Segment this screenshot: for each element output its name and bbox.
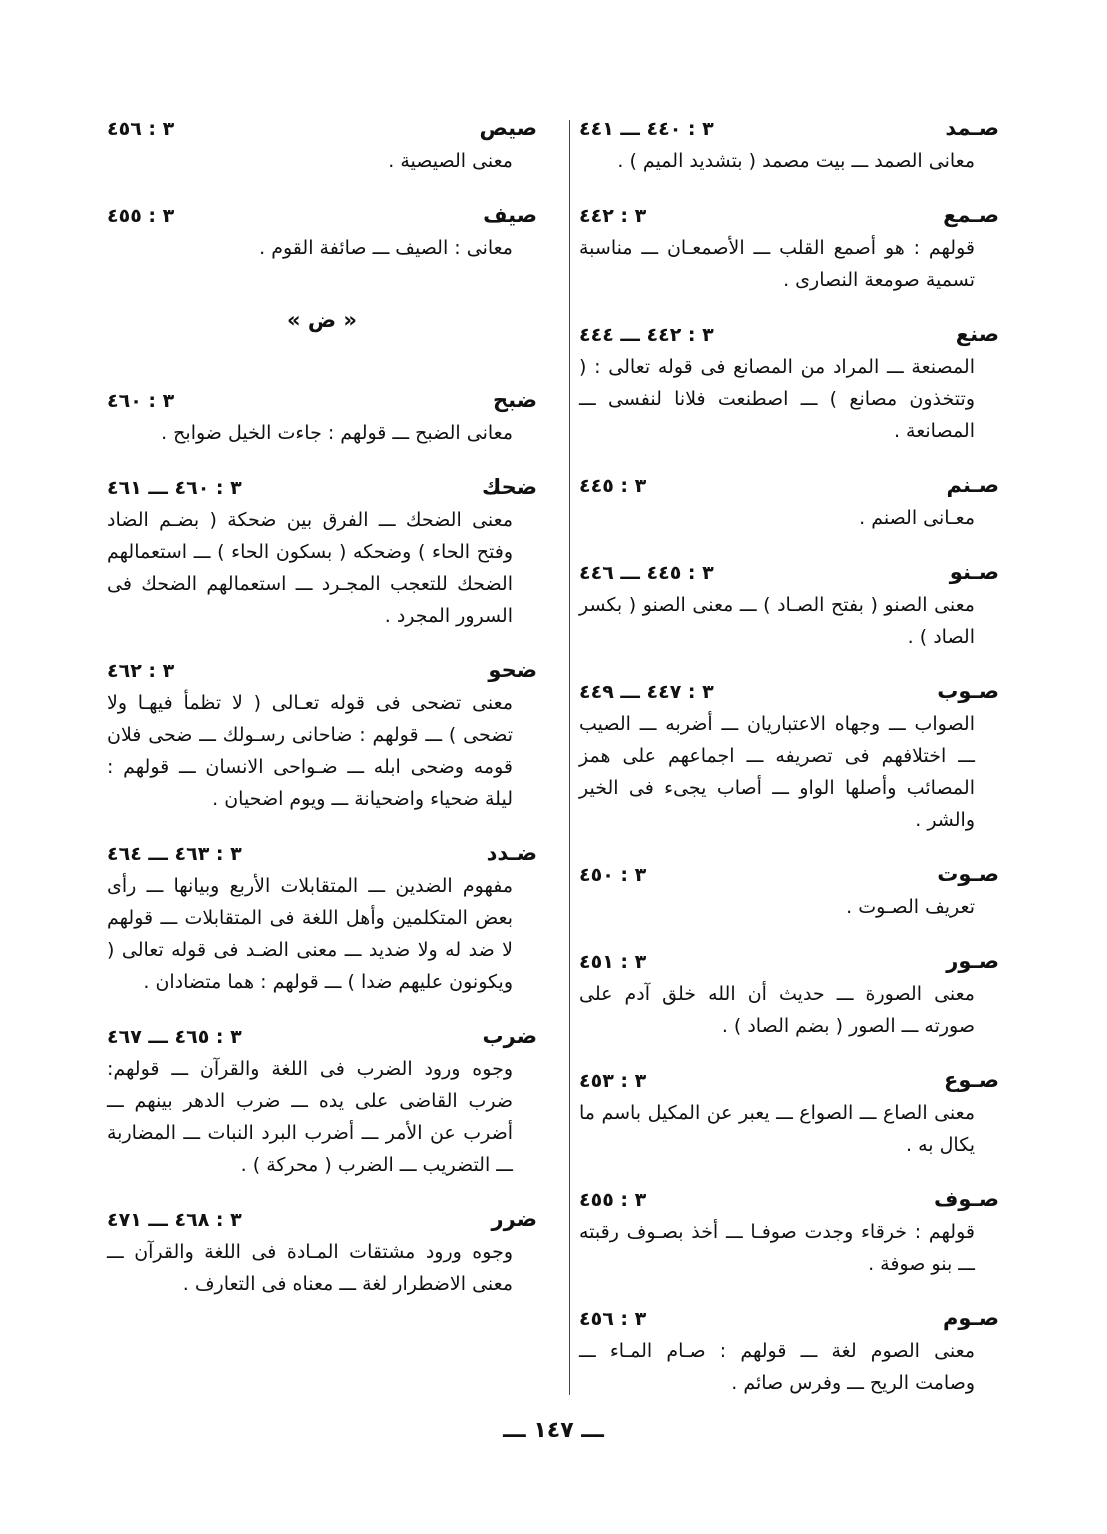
entry-reference: ٣ : ٤٤٢ ـــ ٤٤٤ bbox=[579, 324, 714, 346]
entry-reference: ٣ : ٤٤٥ bbox=[579, 475, 647, 497]
entry-root: صـوب bbox=[937, 679, 999, 703]
entry-root: ضحك bbox=[482, 475, 537, 499]
entry-head bbox=[579, 318, 999, 351]
entry-head bbox=[579, 945, 999, 978]
entry-reference: ٣ : ٤٤٠ ـــ ٤٤١ bbox=[579, 118, 714, 140]
entry-root: ضحو bbox=[488, 658, 537, 682]
entry-text: قولهم : هو أصمع القلب ـــ الأصمعـان ـــ مناسبة تسمية صومعة النصارى . bbox=[579, 237, 975, 291]
index-entry bbox=[579, 556, 999, 653]
page-number: ـــ ١٤٧ ـــ bbox=[503, 1418, 604, 1443]
entry-root: ضرب bbox=[482, 1024, 537, 1048]
entry-head bbox=[107, 1020, 537, 1053]
index-entry bbox=[579, 1064, 999, 1161]
entry-reference: ٣ : ٤٤٧ ـــ ٤٤٩ bbox=[579, 681, 714, 703]
index-entry bbox=[579, 1302, 999, 1399]
index-entry bbox=[579, 1183, 999, 1280]
entry-head bbox=[107, 1203, 537, 1236]
entry-text: تعريف الصـوت . bbox=[846, 896, 975, 918]
entry-root: ضرر bbox=[491, 1207, 537, 1231]
entry-head bbox=[579, 556, 999, 589]
entry-text: معنى الصوم لغة ـــ قولهم : صـام المـاء ـــ وصامت الريح ـــ وفرس صائم . bbox=[579, 1340, 975, 1394]
entry-root: صيف bbox=[483, 203, 537, 227]
entry-reference: ٣ : ٤٥٦ bbox=[579, 1308, 647, 1330]
entry-head bbox=[107, 654, 537, 687]
entry-head bbox=[579, 469, 999, 502]
letter-heading: « ض » bbox=[286, 308, 357, 332]
entry-reference: ٣ : ٤٦٢ bbox=[107, 660, 175, 682]
entry-reference: ٣ : ٤٤٢ bbox=[579, 205, 647, 227]
index-entry bbox=[107, 1020, 537, 1181]
entry-reference: ٣ : ٤٥٠ bbox=[579, 864, 647, 886]
entry-reference: ٣ : ٤٦٣ ـــ ٤٦٤ bbox=[107, 843, 242, 865]
entry-root: صنع bbox=[955, 322, 999, 346]
index-entry bbox=[107, 837, 537, 998]
index-entry bbox=[579, 318, 999, 447]
entry-reference: ٣ : ٤٥٥ bbox=[579, 1189, 647, 1211]
index-entry bbox=[107, 199, 537, 264]
left-column-bottom bbox=[107, 384, 537, 1300]
entry-text: الصواب ـــ وجهاه الاعتباريان ـــ أضربه ـــ الصيب ـــ اختلافهم فى تصريفه ـــ اجماعهم على همز المصائب وأصلها الواو ـــ أصاب يجىء فى الخير والشر . bbox=[579, 713, 975, 831]
entry-head bbox=[107, 471, 537, 504]
entry-root: صـور bbox=[946, 949, 999, 973]
index-entry bbox=[107, 1203, 537, 1300]
entry-head bbox=[107, 384, 537, 417]
entry-head bbox=[579, 858, 999, 891]
entry-root: صـوم bbox=[942, 1306, 999, 1330]
entry-root: صـوع bbox=[944, 1068, 999, 1092]
index-entry bbox=[579, 675, 999, 836]
entry-text: وجوه ورود مشتقات المـادة فى اللغة والقرآن ـــ معنى الاضطرار لغة ـــ معناه فى التعارف . bbox=[107, 1241, 513, 1295]
entry-root: صـمد bbox=[945, 116, 999, 140]
entry-root: صـوت bbox=[937, 862, 999, 886]
entry-root: صـنو bbox=[949, 560, 999, 584]
entry-head bbox=[579, 112, 999, 145]
entry-reference: ٣ : ٤٥٣ bbox=[579, 1070, 647, 1092]
entry-text: معـانى الصنم . bbox=[859, 507, 975, 529]
left-column bbox=[107, 112, 537, 1322]
entry-reference: ٣ : ٤٥٦ bbox=[107, 118, 175, 140]
entry-root: صـوف bbox=[933, 1187, 999, 1211]
entry-reference: ٣ : ٤٥١ bbox=[579, 951, 647, 973]
entry-text: معنى الصاع ـــ الصواع ـــ يعبر عن المكيل باسم ما يكال به . bbox=[579, 1102, 975, 1156]
index-entry bbox=[579, 858, 999, 923]
index-entry bbox=[579, 945, 999, 1042]
entry-text: وجوه ورود الضرب فى اللغة والقرآن ـــ قولهم: ضرب القاضى على يده ـــ ضرب الدهر بينهم ـــ أضرب عن الأمر ـــ أضرب البرد النبات ـــ المضاربة ـــ التضريب ـــ الضرب ( محركة ) . bbox=[107, 1058, 513, 1176]
entry-reference: ٣ : ٤٦٥ ـــ ٤٦٧ bbox=[107, 1026, 242, 1048]
entry-head bbox=[579, 675, 999, 708]
entry-reference: ٣ : ٤٤٥ ـــ ٤٤٦ bbox=[579, 562, 714, 584]
entry-head bbox=[579, 1183, 999, 1216]
index-entry bbox=[107, 654, 537, 815]
column-divider bbox=[569, 120, 570, 1395]
entry-root: صـمع bbox=[943, 203, 999, 227]
entry-reference: ٣ : ٤٥٥ bbox=[107, 205, 175, 227]
entry-root: صيص bbox=[479, 116, 537, 140]
index-entry bbox=[579, 199, 999, 296]
entry-text: مفهوم الضدين ـــ المتقابلات الأربع وبيانها ـــ رأى بعض المتكلمين وأهل اللغة فى المتقابلات ـــ قولهم لا ضد له ولا ضديد ـــ معنى الضـد فى قوله تعالى ( ويكونون عليهم ضدا ) ـــ قولهم : هما متضادان . bbox=[107, 875, 513, 993]
entry-text: معانى الضبح ـــ قولهم : جاءت الخيل ضوابح . bbox=[161, 422, 513, 444]
index-entry bbox=[107, 384, 537, 449]
entry-text: معنى الصيصية . bbox=[388, 150, 513, 172]
entry-head bbox=[579, 199, 999, 232]
index-entry bbox=[107, 112, 537, 177]
entry-reference: ٣ : ٤٦٠ bbox=[107, 390, 175, 412]
entry-root: صـنم bbox=[946, 473, 999, 497]
entry-head bbox=[107, 199, 537, 232]
right-column bbox=[579, 112, 999, 1421]
entry-text: معنى الصورة ـــ حديث أن الله خلق آدم على صورته ـــ الصور ( بضم الصاد ) . bbox=[579, 983, 975, 1037]
entry-text: معنى تضحى فى قوله تعـالى ( لا تظمأ فيهـا ولا تضحى ) ـــ قولهم : ضاحانى رسـولك ـــ ضحى فلان قومه وضحى ابله ـــ ضـواحى الانسان ـــ قولهم : ليلة ضحياء واضحيانة ـــ ويوم اضحيان . bbox=[107, 692, 513, 810]
entry-text: معانى الصمد ـــ بيت مصمد ( بتشديد الميم ) . bbox=[617, 150, 975, 172]
entry-root: ضـدد bbox=[486, 841, 537, 865]
entry-head bbox=[107, 837, 537, 870]
entry-head bbox=[107, 112, 537, 145]
index-entry bbox=[579, 112, 999, 177]
entry-reference: ٣ : ٤٦٠ ـــ ٤٦١ bbox=[107, 477, 242, 499]
index-entry bbox=[579, 469, 999, 534]
entry-head bbox=[579, 1302, 999, 1335]
entry-root: ضبح bbox=[493, 388, 537, 412]
entry-text: المصنعة ـــ المراد من المصانع فى قوله تعالى : ( وتتخذون مصانع ) ـــ اصطنعت فلانا لنفسى ـــ المصانعة . bbox=[579, 356, 975, 442]
left-column-top bbox=[107, 112, 537, 264]
entry-head bbox=[579, 1064, 999, 1097]
entry-reference: ٣ : ٤٦٨ ـــ ٤٧١ bbox=[107, 1209, 242, 1231]
entry-text: معانى : الصيف ـــ صائفة القوم . bbox=[259, 237, 513, 259]
entry-text: معنى الضحك ـــ الفرق بين ضحكة ( بضـم الضاد وفتح الحاء ) وضحكه ( بسكون الحاء ) ـــ استعمالهم الضحك للتعجب المجـرد ـــ استعمالهم الضحك فى السرور المجرد . bbox=[107, 509, 513, 627]
index-entry bbox=[107, 471, 537, 632]
entry-text: معنى الصنو ( بفتح الصـاد ) ـــ معنى الصنو ( بكسر الصاد ) . bbox=[579, 594, 975, 648]
entry-text: قولهم : خرقاء وجدت صوفـا ـــ أخذ بصـوف رقبته ـــ بنو صوفة . bbox=[579, 1221, 975, 1275]
